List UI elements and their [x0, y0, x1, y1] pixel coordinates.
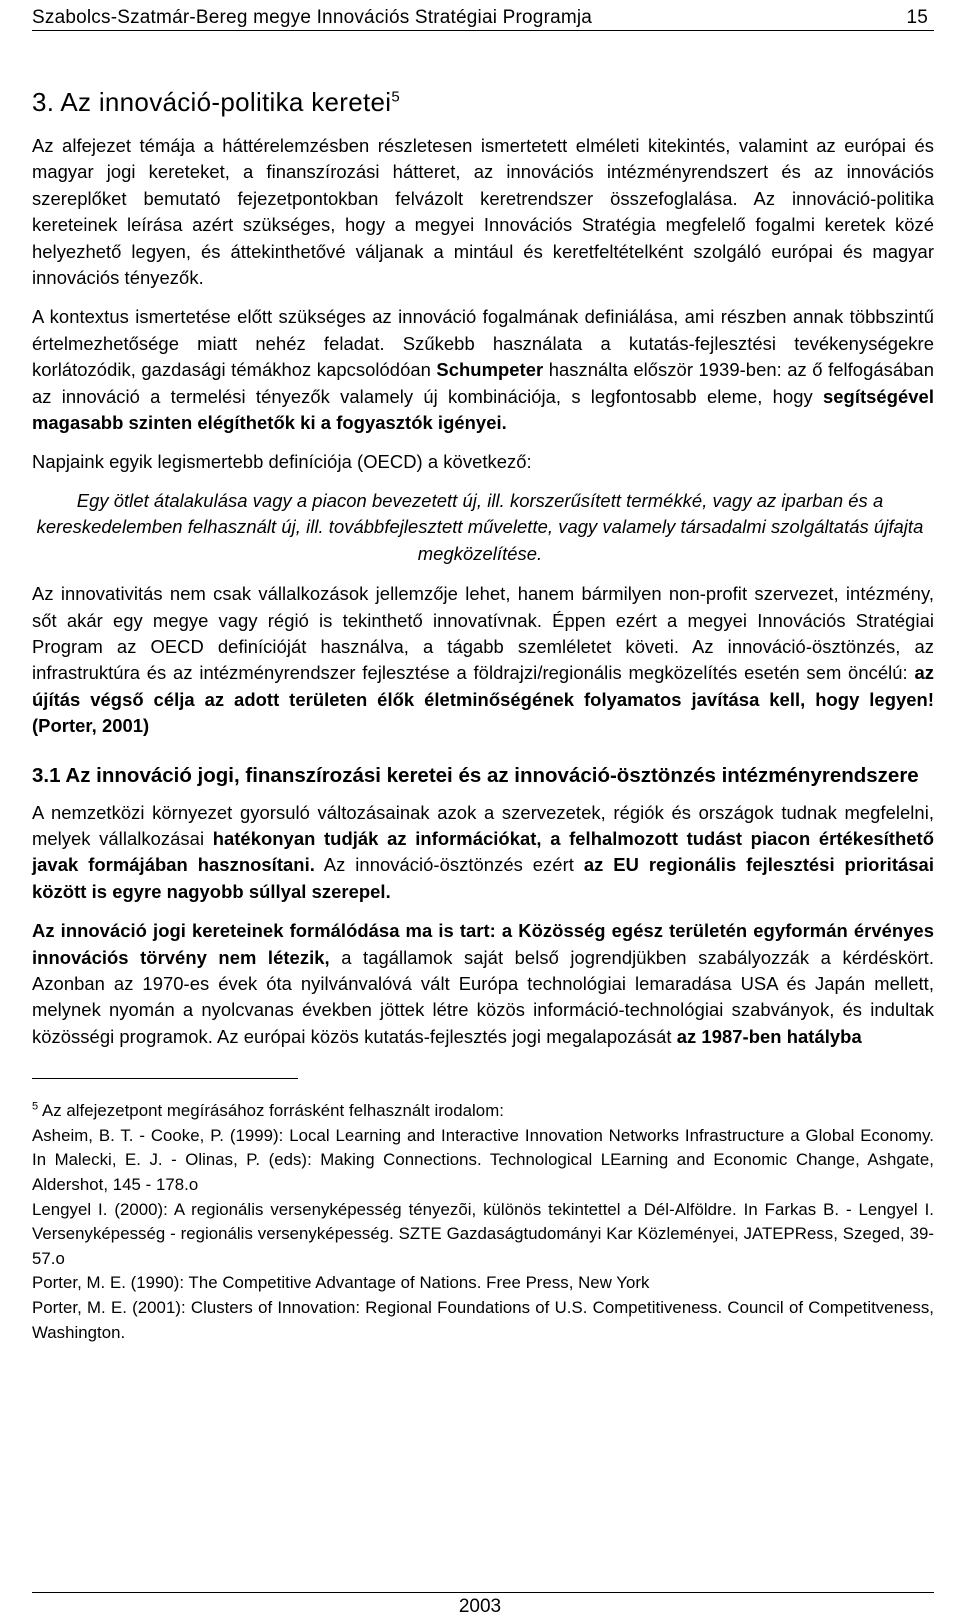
text-run: használta először 1939-ben: az ő felfogásában az innováció a termelési tényezők valamely új kombinációja, s legfontosabb eleme, hogy: [32, 359, 934, 407]
text-run: A nemzetközi környezet gyorsuló változásainak azok a szervezetek, régiók és országok tudnak megfelelni, melyek vállalkozásai: [32, 801, 934, 849]
bold-run: az 1987-ben hatályba: [676, 1025, 862, 1047]
footnotes: [32, 1099, 934, 1345]
bold-run: hatékonyan tudják az információkat, a felhalmozott tudást piacon értékesíthető javak formájában hasznosítani.: [32, 827, 934, 876]
footnote-separator: [32, 1078, 298, 1079]
footnote-reference[interactable]: 5: [391, 88, 400, 106]
running-header-title: Szabolcs-Szatmár-Bereg megye Innovációs Stratégiai Programja: [32, 7, 593, 28]
footnote-reference-item: Porter, M. E. (2001): Clusters of Innovation: Regional Foundations of U.S. Competitiveness. Council of Competitveness, Washington.: [32, 1297, 934, 1342]
paragraph-innovativity: [32, 581, 934, 739]
footnote-reference-item: Porter, M. E. (1990): The Competitive Advantage of Nations. Free Press, New York: [32, 1273, 650, 1293]
chapter-title: [32, 86, 934, 118]
bold-run: az EU regionális fejlesztési prioritásai között is egyre nagyobb súllyal szerepel.: [32, 854, 934, 902]
footnote-intro: [32, 1099, 934, 1124]
text-run: A kontextus ismertetése előtt szükséges az innováció fogalmának definiálása, ami részben annak többszintű értelmezhetősége miatt nehéz feladat. Szűkebb használata a kutatás-fejlesztési tevékenységekre korlátozódik, gazdasági témákhoz kapcsolódóan: [32, 306, 934, 381]
footnote-intro-text: Az alfejezetpont megírásához forrásként felhasznált irodalom:: [38, 1101, 504, 1121]
bold-run: az újítás végső célja az adott területen élők életminőségének folyamatos javítása kell, hogy legyen! (Porter, 2001): [32, 662, 934, 737]
paragraph-intro: Az alfejezet témája a háttérelemzésben részletesen ismertetett elméleti kitekintés, valamint az európai és magyar jogi kereteket, a finanszírozási hátteret, az innovációs intézményrendszert és az innovációs szereplőket bemutató fejezetpontokban felvázolt keretrendszer összefoglalása. Az innováció-politika kereteinek leírása azért szükséges, hogy a megyei Innovációs Stratégia megfelelő fogalmi keretek közé helyezhető legyen, és áttekinthetővé váljanak a mintául és keretfeltételként szolgáló európai és magyar innovációs tényezők.: [32, 135, 934, 289]
running-header-page-number: 15: [906, 7, 928, 28]
footnote-reference-item: Lengyel I. (2000): A regionális versenyképesség tényezõi, különös tekintettel a Dél-Alföldre. In Farkas B. - Lengyel I. Versenyképesség - regionális versenyképesség. SZTE Gazdaságtudományi Kar Közleményei, JATEPRess, Szeged, 39-57.o: [32, 1199, 934, 1268]
bold-run: Schumpeter: [436, 359, 544, 381]
text-run: a tagállamok saját belső jogrendjükben szabályozzák a kérdéskört. Azonban az 1970-es évek óta nyilvánvalóvá vált Európa technológiai lemaradása USA és Japán mellett, melynek nyomán a nyolcvanas években jöttek létre közös információ-technológiai szabványok, és indultak közösségi programok. Az európai közös kutatás-fejlesztés jogi megalapozását: [32, 946, 934, 1047]
text-run: Az innováció-ösztönzés ezért: [314, 854, 584, 876]
bold-run: segítségével magasabb szinten elégíthetők ki a fogyasztók igényei.: [32, 385, 934, 434]
oecd-definition-quote: Egy ötlet átalakulása vagy a piacon bevezetett új, ill. korszerűsített termékké, vagy az iparban és a kereskedelemben felhasznált új, ill. továbbfejlesztett művelette, vagy valamely társadalmi szolgáltatás újfajta megközelítése.: [36, 489, 924, 564]
bold-run: Az innováció jogi kereteinek formálódása ma is tart: a Közösség egész területén egyformán érvényes innovációs törvény nem létezik,: [32, 920, 934, 968]
text-run: Az innovativitás nem csak vállalkozások jellemzője lehet, hanem bármilyen non-profit szervezet, intézmény, sőt akár egy megye vagy régió is tekinthető innovatívnak. Éppen ezért a megyei Innovációs Stratégiai Program az OECD definícióját használva, a tágabb szemléletet követi. Az innováció-ösztönzés, az infrastruktúra és az intézményrendszer fejlesztése a földrajzi/regionális megközelítés esetén sem öncélú:: [32, 583, 934, 684]
section-heading-3-1: 3.1 Az innováció jogi, finanszírozási keretei és az innováció-ösztönzés intézményrendszere: [32, 763, 919, 787]
footnote-number: 5: [32, 1100, 39, 1113]
paragraph-innovation-definition: [32, 304, 934, 436]
page-footer-year: 2003: [458, 1596, 502, 1617]
footer-separator: [32, 1592, 934, 1593]
chapter-title-text: 3. Az innováció-politika keretei: [32, 87, 392, 117]
running-header: [32, 0, 934, 31]
paragraph-international-environment: [32, 800, 934, 906]
paragraph-legal-framework: [32, 918, 934, 1050]
footnote-reference-item: Asheim, B. T. - Cooke, P. (1999): Local Learning and Interactive Innovation Networks Infrastructure a Global Economy. In Malecki, E. J. - Olinas, P. (eds): Making Connections. Technological LEarning and Economic Change, Ashgate, Aldershot, 145 - 178.o: [32, 1125, 934, 1194]
paragraph-oecd-lead: Napjaink egyik legismertebb definíciója (OECD) a következő:: [32, 451, 532, 473]
